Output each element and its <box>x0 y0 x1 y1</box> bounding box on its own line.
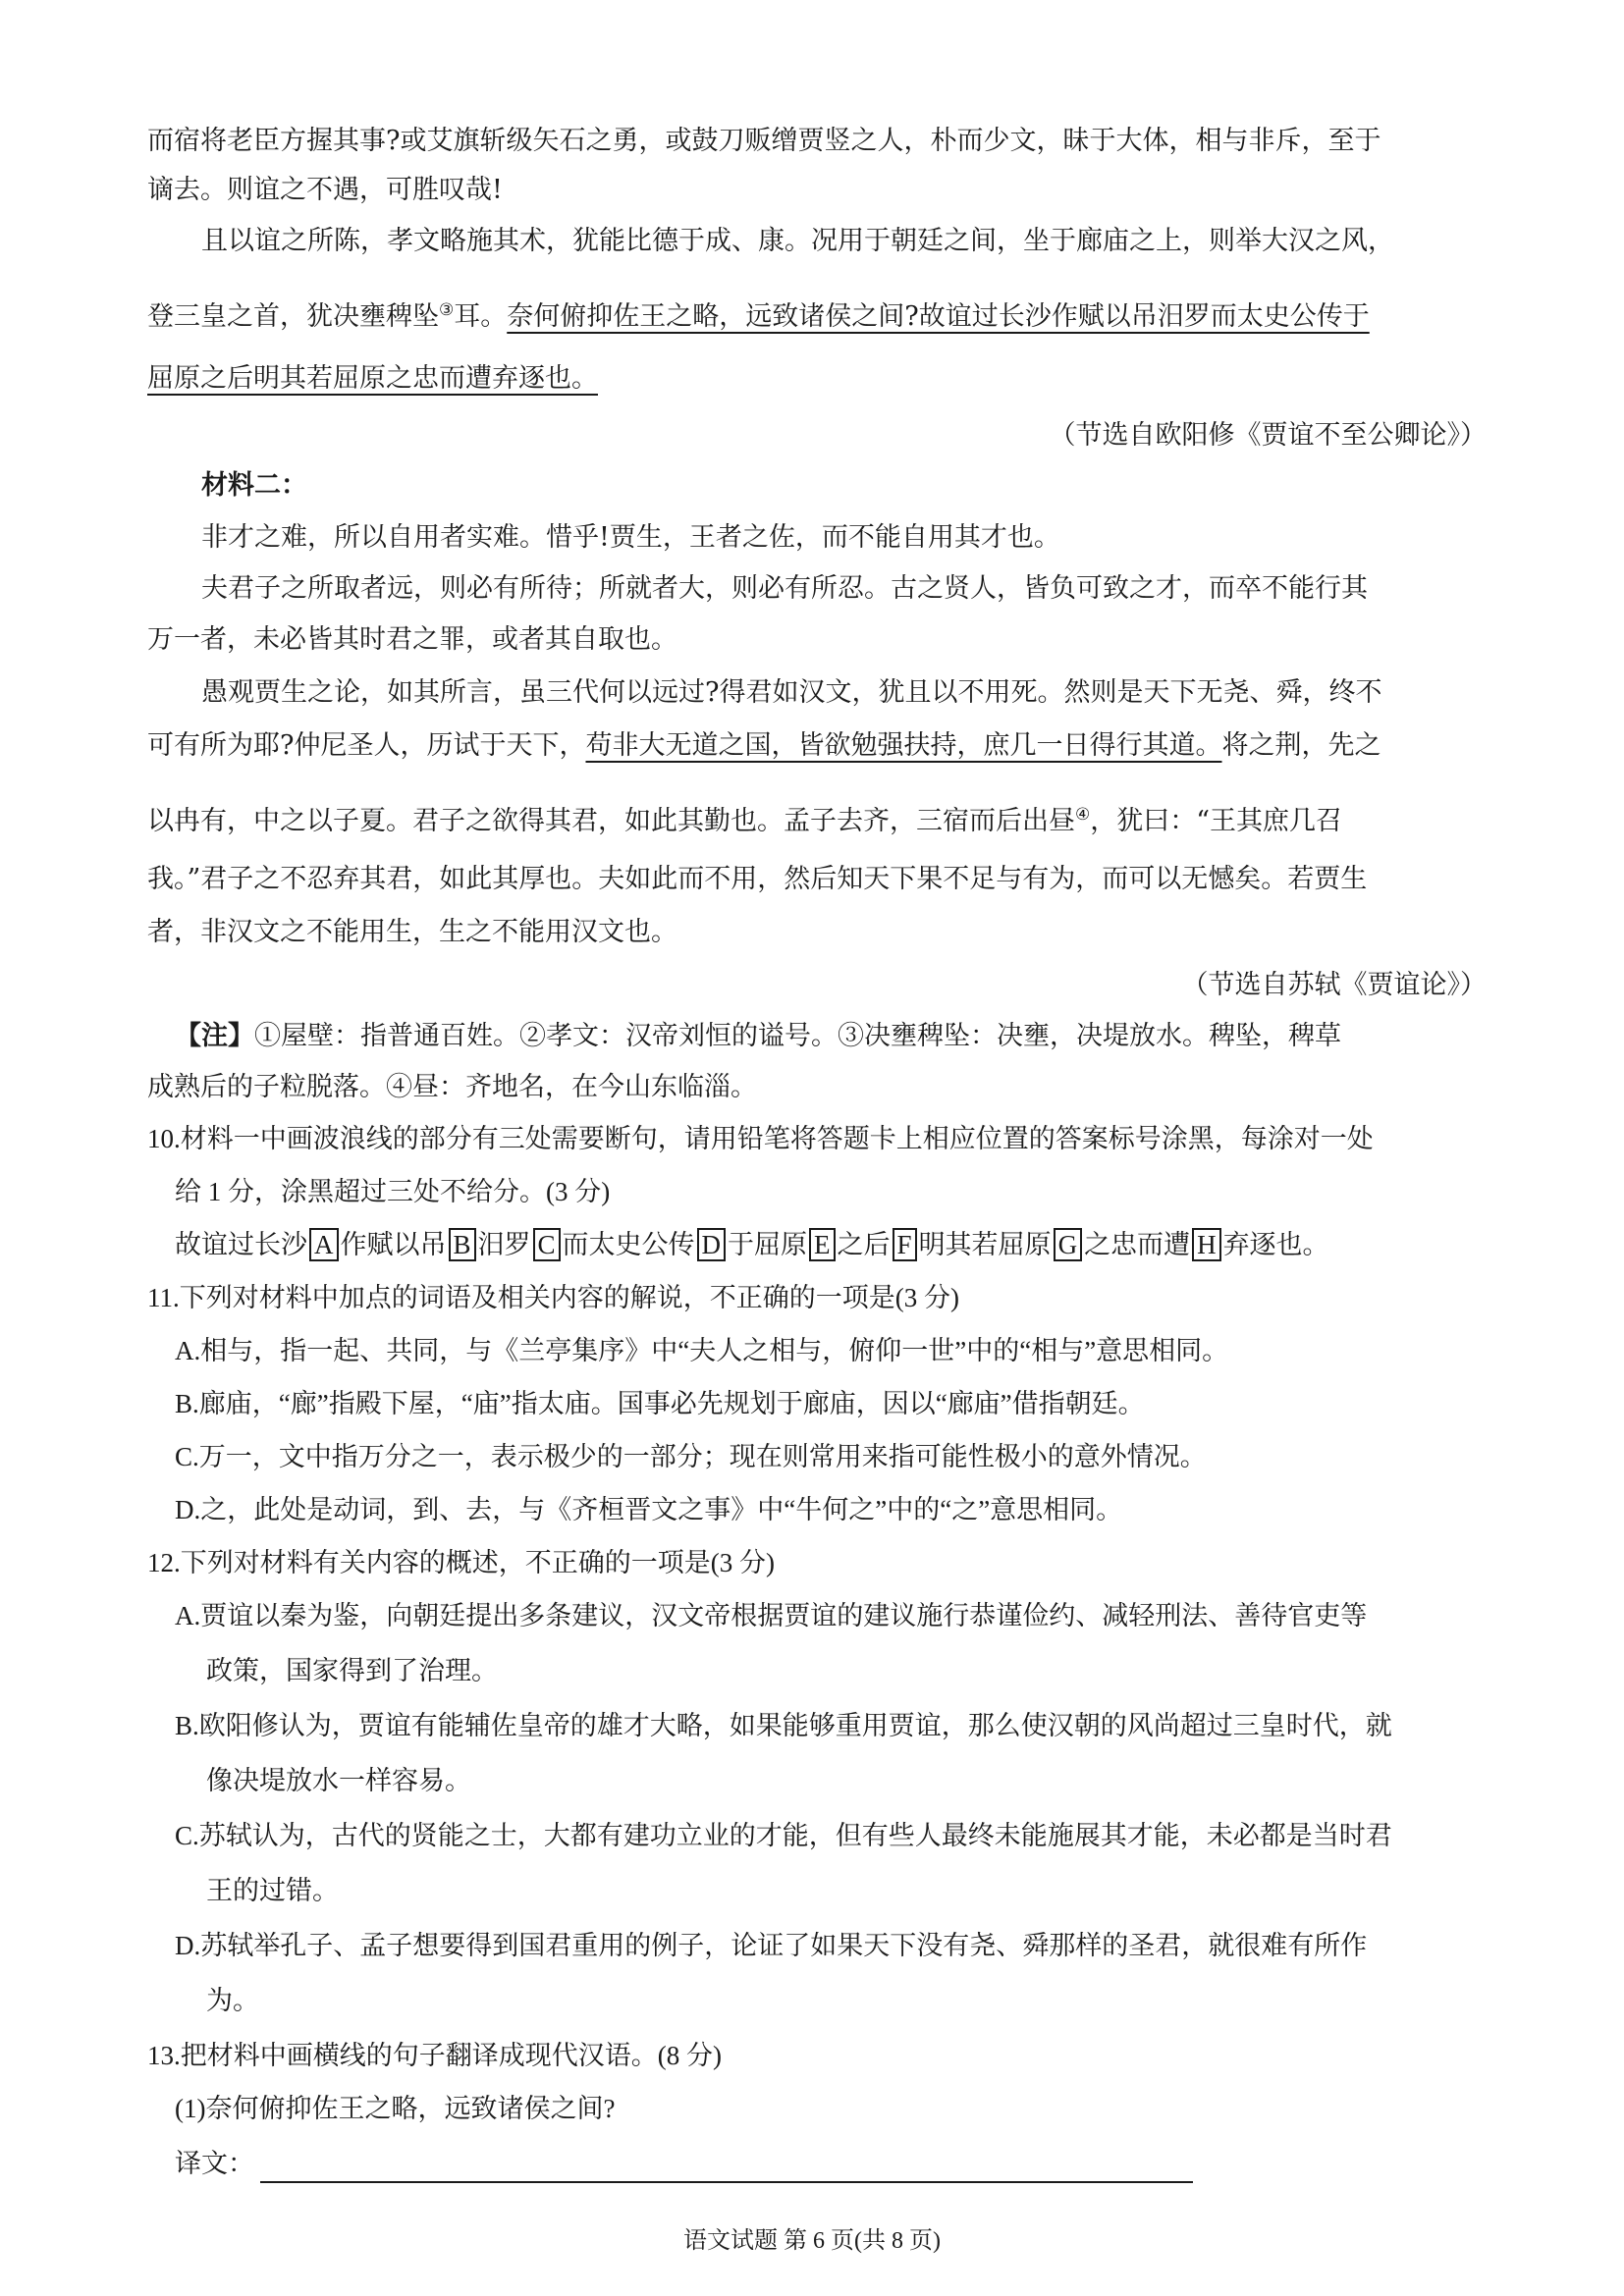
material1-line <box>147 291 1488 337</box>
footnote-marker: ③ <box>439 300 455 320</box>
material1-line: 且以谊之所陈，孝文略施其术，犹能比德于成、康。况用于朝廷之间，坐于廊庙之上，则举大汉之风， <box>201 226 1394 256</box>
sentence-segment: 弃逐也。 <box>1222 1230 1329 1259</box>
question-13-answer-line <box>175 2144 1488 2183</box>
question-12-option-d[interactable]: D.苏轼举孔子、孟子想要得到国君重用的例子，论证了如果天下没有尧、舜那样的圣君，就很难有所作 <box>175 1931 1368 1960</box>
notes-label: 【注】 <box>175 1021 254 1051</box>
underlined-sentence: 屈原之后明其若屈原之忠而遭弃逐也。 <box>147 363 598 394</box>
material2-line: 我。”君子之不忍弃其君，如此其厚也。夫如此而不用，然后知天下果不足与有为，而可以无憾矣。若贾生 <box>147 864 1368 894</box>
question-11-option-b[interactable]: B.廊庙，“廊”指殿下屋，“庙”指太庙。国事必先规划于廊庙，因以“廊庙”借指朝廷。 <box>175 1389 1145 1418</box>
question-10-stem: 10.材料一中画波浪线的部分有三处需要断句，请用铅笔将答题卡上相应位置的答案标号涂黑，每涂对一处 <box>147 1124 1374 1153</box>
material2-line: 愚观贾生之论，如其所言，虽三代何以远过?得君如汉文，犹且以不用死。然则是天下无尧、舜，终不 <box>201 677 1382 708</box>
question-13-stem: 13.把材料中画横线的句子翻译成现代汉语。(8 分) <box>147 2041 722 2070</box>
break-option-b[interactable]: B <box>449 1228 476 1261</box>
material2-text: 将之荆，先之 <box>1221 730 1381 761</box>
break-option-h[interactable]: H <box>1192 1228 1221 1261</box>
sentence-segment: 于屈原 <box>728 1230 808 1259</box>
notes-text: ①屋壁：指普通百姓。②孝文：汉帝刘恒的谥号。③决壅稗坠：决壅，决堤放水。稗坠，稗草 <box>254 1021 1341 1051</box>
notes-line: 成熟后的子粒脱落。④昼：齐地名，在今山东临淄。 <box>147 1072 757 1102</box>
material2-text: ，犹曰：“王其庶几召 <box>1090 806 1343 836</box>
question-12-option-c-cont: 王的过错。 <box>206 1876 339 1905</box>
answer-label: 译文： <box>175 2149 254 2178</box>
material2-line: 者，非汉文之不能用生，生之不能用汉文也。 <box>147 917 677 947</box>
material2-line <box>147 726 1488 766</box>
sentence-segment: 而太史公传 <box>562 1230 695 1259</box>
break-option-e[interactable]: E <box>809 1228 836 1261</box>
material1-line: 谪去。则谊之不遇，可胜叹哉! <box>147 175 503 205</box>
question-10-sentence <box>175 1225 1488 1264</box>
material1-text: 登三皇之首，犹决壅稗坠 <box>147 301 439 332</box>
question-11-option-a[interactable]: A.相与，指一起、共同，与《兰亭集序》中“夫人之相与，俯仰一世”中的“相与”意思相同。 <box>175 1336 1229 1365</box>
break-option-d[interactable]: D <box>697 1228 727 1261</box>
answer-blank[interactable] <box>260 2154 1193 2183</box>
sentence-segment: 明其若屈原 <box>918 1230 1052 1259</box>
question-10-stem: 给 1 分，涂黑超过三处不给分。(3 分) <box>175 1177 611 1206</box>
break-option-a[interactable]: A <box>309 1228 339 1261</box>
question-12-option-b[interactable]: B.欧阳修认为，贾谊有能辅佐皇帝的雄才大略，如果能够重用贾谊，那么使汉朝的风尚超过三皇时代，就 <box>175 1711 1392 1740</box>
notes-line <box>175 1017 1461 1056</box>
material2-text: 以冉有，中之以子夏。君子之欲得其君，如此其勤也。孟子去齐，三宿而后出昼 <box>147 806 1075 836</box>
question-12-option-b-cont: 像决堤放水一样容易。 <box>206 1766 471 1795</box>
underlined-sentence: 奈何俯抑佐王之略，远致诸侯之间?故谊过长沙作赋以吊汨罗而太史公传于 <box>507 301 1370 332</box>
material2-text: 可有所为耶?仲尼圣人，历试于天下， <box>147 730 586 761</box>
sentence-segment: 汨罗 <box>477 1230 531 1259</box>
sentence-segment: 故谊过长沙 <box>175 1230 307 1259</box>
question-13-sentence-1: (1)奈何俯抑佐王之略，远致诸侯之间? <box>175 2094 616 2123</box>
source-citation: （节选自欧阳修《贾谊不至公卿论》） <box>1049 420 1487 451</box>
material1-line: 而宿将老臣方握其事?或艾旗斩级矢石之勇，或鼓刀贩缯贾竖之人，朴而少文，昧于大体，相与非斥，至于 <box>147 126 1381 156</box>
question-12-option-d-cont: 为。 <box>206 1986 259 2015</box>
page-footer: 语文试题 第 6 页(共 8 页) <box>683 2228 941 2254</box>
material2-line: 夫君子之所取者远，则必有所待；所就者大，则必有所忍。古之贤人，皆负可致之才，而卒不能行其 <box>201 573 1368 604</box>
material2-line: 非才之难，所以自用者实难。惜乎!贾生，王者之佐，而不能自用其才也。 <box>201 522 1060 553</box>
section-heading: 材料二： <box>201 470 307 501</box>
sentence-segment: 作赋以吊 <box>340 1230 447 1259</box>
question-12-option-a[interactable]: A.贾谊以秦为鉴，向朝廷提出多条建议，汉文帝根据贾谊的建议施行恭谨俭约、减轻刑法、善待官吏等 <box>175 1601 1368 1630</box>
question-11-option-c[interactable]: C.万一，文中指万分之一，表示极少的一部分；现在则常用来指可能性极小的意外情况。 <box>175 1442 1207 1471</box>
sentence-segment: 之忠而遭 <box>1084 1230 1191 1259</box>
sentence-segment: 之后 <box>837 1230 891 1259</box>
material1-text: 耳。 <box>454 301 508 332</box>
underlined-sentence: 苟非大无道之国，皆欲勉强扶持，庶几一日得行其道。 <box>585 730 1222 761</box>
material1-line <box>147 359 1488 399</box>
break-option-c[interactable]: C <box>533 1228 561 1261</box>
material2-line: 万一者，未必皆其时君之罪，或者其自取也。 <box>147 624 677 655</box>
break-option-g[interactable]: G <box>1054 1228 1083 1261</box>
question-11-stem: 11.下列对材料中加点的词语及相关内容的解说，不正确的一项是(3 分) <box>147 1283 959 1312</box>
footnote-marker: ④ <box>1075 805 1091 825</box>
question-11-option-d[interactable]: D.之，此处是动词，到、去，与《齐桓晋文之事》中“牛何之”中的“之”意思相同。 <box>175 1495 1123 1524</box>
material2-line <box>147 795 1488 841</box>
question-12-option-a-cont: 政策，国家得到了治理。 <box>206 1656 498 1685</box>
break-option-f[interactable]: F <box>893 1228 917 1261</box>
source-citation: （节选自苏轼《贾谊论》） <box>1181 970 1487 1000</box>
question-12-option-c[interactable]: C.苏轼认为，古代的贤能之士，大都有建功立业的才能，但有些人最终未能施展其才能，未必都是当时君 <box>175 1821 1392 1850</box>
question-12-stem: 12.下列对材料有关内容的概述，不正确的一项是(3 分) <box>147 1548 775 1577</box>
